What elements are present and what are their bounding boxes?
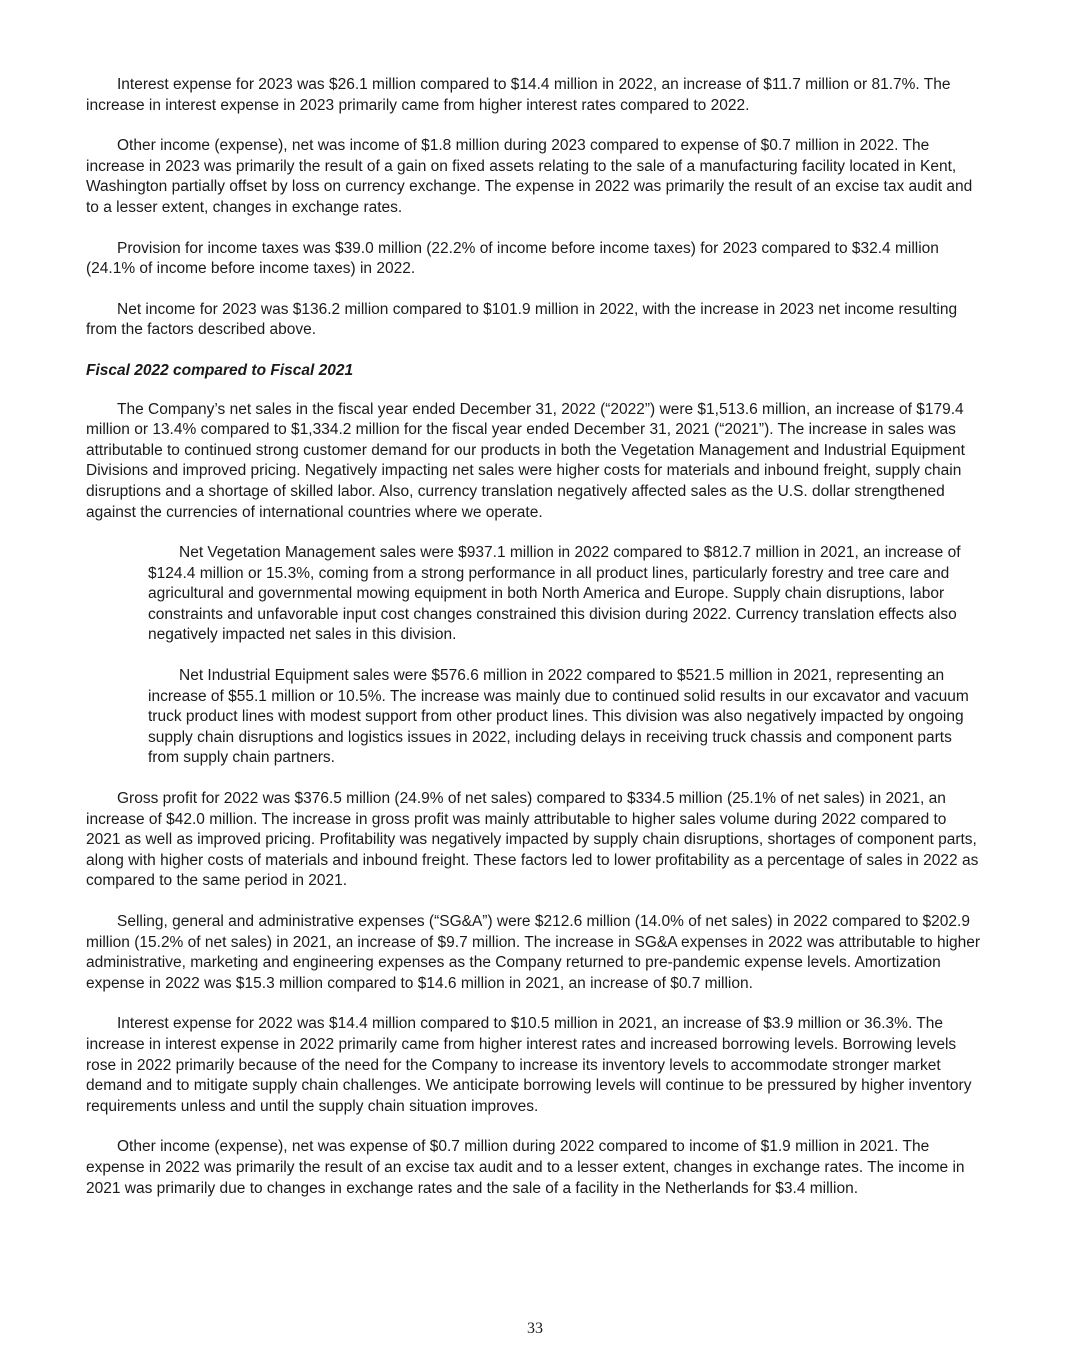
paragraph-gross-profit-2022: Gross profit for 2022 was $376.5 million (24.9% of net sales) compared to $334.5 million (25.1% of net sales) in 2021, an increase of $42.0 million. The increase in gross profit was mainly attributable to higher sales volume during 2022 compared to 2021 as well as improved pricing. Profitability was negatively impacted by supply chain disruptions, shortages of component parts, along with higher costs of materials and inbound freight. These factors led to lower profitability as a percentage of sales in 2022 as compared to the same period in 2021.: [86, 790, 979, 890]
paragraph-other-income-2023: Other income (expense), net was income of $1.8 million during 2023 compared to expense of $0.7 million in 2022. The increase in 2023 was primarily the result of a gain on fixed assets relating to the sale of a manufacturing facility located in Kent, Washington partially offset by loss on currency exchange. The expense in 2022 was primarily the result of an excise tax audit and to a lesser extent, changes in exchange rates.: [86, 137, 973, 216]
paragraph-income-taxes-2023: Provision for income taxes was $39.0 million (22.2% of income before income taxes) for 2023 compared to $32.4 million (24.1% of income before income taxes) in 2022.: [86, 239, 939, 278]
paragraph-vegetation-management: Net Vegetation Management sales were $937.1 million in 2022 compared to $812.7 million in 2021, an increase of $124.4 million or 15.3%, coming from a strong performance in all product lines, particularly forestry and tree care and agricultural and governmental mowing equipment in both North America and Europe. Supply chain disruptions, labor constraints and unfavorable input cost changes constrained this division during 2022. Currency translation effects also negatively impacted net sales in this division.: [148, 544, 961, 644]
paragraph-net-income-2023: Net income for 2023 was $136.2 million compared to $101.9 million in 2022, with the increase in 2023 net income resulting from the factors described above.: [86, 300, 958, 339]
page-number: 33: [527, 1320, 543, 1337]
section-heading: Fiscal 2022 compared to Fiscal 2021: [86, 361, 354, 379]
paragraph-interest-expense-2023: Interest expense for 2023 was $26.1 million compared to $14.4 million in 2022, an increase of $11.7 million or 81.7%. The increase in interest expense in 2023 primarily came from higher interest rates compared to 2022.: [86, 76, 951, 114]
paragraph-interest-expense-2022: Interest expense for 2022 was $14.4 million compared to $10.5 million in 2021, an increase of $3.9 million or 36.3%. The increase in interest expense in 2022 primarily came from higher interest rates and increased borrowing levels. Borrowing levels rose in 2022 primarily because of the need for the Company to increase its inventory levels to accommodate stronger market demand and to mitigate supply chain challenges. We anticipate borrowing levels will continue to be pressured by higher inventory requirements unless and until the supply chain situation improves.: [86, 1015, 972, 1115]
paragraph-industrial-equipment: Net Industrial Equipment sales were $576.6 million in 2022 compared to $521.5 million in 2021, representing an increase of $55.1 million or 10.5%. The increase was mainly due to continued solid results in our excavator and vacuum truck product lines with modest support from other product lines. This division was also negatively impacted by ongoing supply chain disruptions and logistics issues in 2022, including delays in receiving truck chassis and component parts from supply chain partners.: [148, 667, 969, 767]
paragraph-net-sales-2022: The Company’s net sales in the fiscal year ended December 31, 2022 (“2022”) were $1,513.6 million, an increase of $179.4 million or 13.4% compared to $1,334.2 million for the fiscal year ended December 31, 2021 (“2021”). The increase in sales was attributable to continued strong customer demand for our products in both the Vegetation Management and Industrial Equipment Divisions and improved pricing. Negatively impacting net sales were higher costs for materials and inbound freight, supply chain disruptions and a shortage of skilled labor. Also, currency translation negatively affected sales as the U.S. dollar strengthened against the currencies of international countries where we operate.: [86, 400, 965, 521]
paragraph-sga-2022: Selling, general and administrative expenses (“SG&A”) were $212.6 million (14.0% of net sales) in 2022 compared to $202.9 million (15.2% of net sales) in 2021, an increase of $9.7 million. The increase in SG&A expenses in 2022 was attributable to higher administrative, marketing and engineering expenses as the Company returned to pre-pandemic expense levels. Amortization expense in 2022 was $15.3 million compared to $14.6 million in 2021, an increase of $0.7 million.: [86, 913, 981, 992]
paragraph-other-income-2022: Other income (expense), net was expense of $0.7 million during 2022 compared to income of $1.9 million in 2021. The expense in 2022 was primarily the result of an excise tax audit and to a lesser extent, changes in exchange rates. The income in 2021 was primarily due to changes in exchange rates and the sale of a facility in the Netherlands for $3.4 million.: [86, 1138, 965, 1197]
document-page: [86, 75, 982, 1219]
